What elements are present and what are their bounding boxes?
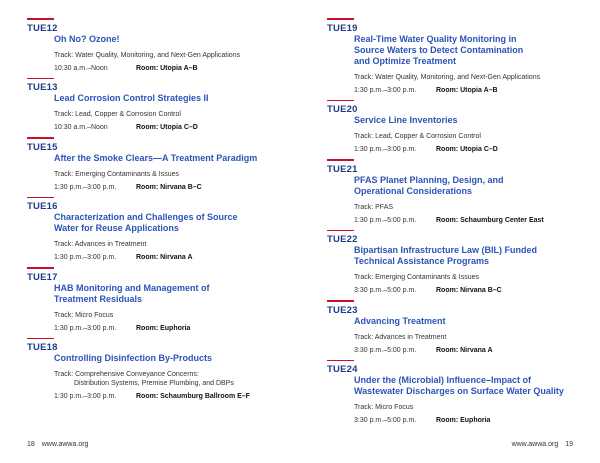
session-track — [354, 333, 589, 342]
session-track — [354, 73, 589, 82]
session-block — [27, 197, 297, 263]
session-track — [354, 203, 589, 212]
session-track — [54, 51, 297, 60]
accent-rule — [27, 18, 54, 20]
session-block — [327, 360, 589, 426]
session-time-room — [354, 286, 589, 295]
session-time-room — [354, 216, 589, 225]
session-title[interactable] — [54, 212, 297, 234]
session-track-line: Track: Lead, Copper & Corrosion Control — [354, 133, 481, 140]
session-code: TUE12 — [27, 22, 58, 34]
session-code: TUE23 — [327, 304, 358, 316]
session-code: TUE24 — [327, 364, 358, 375]
session-title[interactable] — [354, 175, 589, 197]
session-title-line: Service Line Inventories — [354, 115, 458, 125]
session-time-room — [354, 145, 589, 154]
session-track-line: Track: Lead, Copper & Corrosion Control — [54, 111, 181, 118]
session-code: TUE17 — [27, 271, 58, 283]
session-code: TUE18 — [27, 342, 58, 353]
session-title-line: Technical Assistance Programs — [354, 256, 490, 266]
session-body — [54, 283, 297, 333]
session-track-line: Track: Advances in Treatment — [54, 241, 147, 248]
session-track — [54, 170, 297, 179]
session-body — [354, 245, 589, 295]
session-body — [354, 34, 589, 95]
website-link[interactable]: www.awwa.org — [511, 441, 559, 448]
session-body — [54, 34, 297, 73]
session-track — [54, 240, 297, 249]
session-block — [27, 78, 297, 133]
accent-rule — [327, 159, 354, 161]
footer-right — [512, 441, 573, 448]
session-code: TUE19 — [327, 22, 358, 34]
left-column — [27, 18, 297, 406]
session-track-line: Track: Advances in Treatment — [354, 333, 447, 341]
session-room: Room: Nirvana A — [136, 254, 193, 261]
session-time-room — [54, 64, 297, 73]
session-title-line: Real-Time Water Quality Monitoring in — [354, 33, 517, 44]
session-title-line: Water for Reuse Applications — [54, 223, 179, 233]
session-track — [54, 311, 297, 320]
session-time: 1:30 p.m.–3:00 p.m. — [54, 324, 117, 332]
session-block — [27, 338, 297, 402]
session-room: Room: Euphoria — [436, 417, 491, 424]
accent-rule — [27, 197, 54, 199]
session-title[interactable] — [54, 34, 297, 45]
session-title[interactable] — [354, 34, 589, 67]
session-code: TUE15 — [27, 141, 58, 153]
session-title-line: Oh No? Ozone! — [54, 33, 120, 44]
session-body — [54, 153, 297, 192]
right-column — [327, 18, 589, 430]
session-code: TUE20 — [327, 104, 358, 115]
accent-rule — [27, 137, 54, 139]
session-room: Room: Utopia C–D — [136, 124, 198, 131]
session-title-line: PFAS Planet Planning, Design, and — [354, 174, 504, 185]
session-time: 1:30 p.m.–5:00 p.m. — [354, 216, 417, 224]
session-time: 3:30 p.m.–5:00 p.m. — [354, 417, 417, 424]
session-track-line: Track: Emerging Contaminants & Issues — [354, 274, 480, 281]
session-time-room — [54, 253, 297, 262]
session-title-line: and Optimize Treatment — [354, 55, 457, 66]
session-room: Room: Euphoria — [136, 324, 191, 332]
session-room: Room: Nirvana B–C — [136, 183, 202, 191]
session-block — [327, 100, 589, 155]
session-title[interactable] — [54, 153, 297, 164]
session-body — [354, 316, 589, 355]
session-room: Room: Utopia A–B — [436, 86, 498, 94]
session-time: 1:30 p.m.–3:00 p.m. — [354, 146, 417, 153]
session-title-line: Characterization and Challenges of Source — [54, 212, 238, 222]
session-time-room — [354, 86, 589, 95]
accent-rule — [27, 78, 54, 80]
session-room: Room: Schaumburg Ballroom E–F — [136, 393, 250, 400]
session-room: Room: Nirvana B–C — [436, 287, 502, 294]
session-code: TUE22 — [327, 234, 358, 245]
session-time: 3:30 p.m.–5:00 p.m. — [354, 287, 417, 294]
session-time: 1:30 p.m.–3:00 p.m. — [354, 86, 417, 94]
session-block — [327, 230, 589, 296]
session-time-room — [54, 324, 297, 333]
session-title[interactable] — [54, 353, 297, 364]
session-body — [354, 115, 589, 154]
session-block — [327, 159, 589, 225]
session-body — [354, 175, 589, 225]
session-time-room — [354, 416, 589, 425]
page-number: 19 — [565, 441, 573, 448]
session-body — [354, 375, 589, 425]
session-block — [327, 18, 589, 95]
session-title[interactable] — [354, 316, 589, 327]
session-track — [54, 110, 297, 119]
session-time-room — [54, 123, 297, 132]
session-time-room — [54, 392, 297, 401]
accent-rule — [327, 360, 354, 362]
session-title-line: Wastewater Discharges on Surface Water Quality — [354, 386, 564, 396]
accent-rule — [27, 338, 54, 340]
session-body — [54, 93, 297, 132]
session-track-line: Track: PFAS — [354, 203, 394, 211]
session-time: 3:30 p.m.–5:00 p.m. — [354, 346, 417, 354]
session-body — [54, 212, 297, 262]
session-code: TUE13 — [27, 82, 58, 93]
session-body — [54, 353, 297, 401]
session-title-line: Bipartisan Infrastructure Law (BIL) Funded — [354, 245, 538, 255]
accent-rule — [27, 267, 54, 269]
session-track — [354, 403, 589, 412]
session-time: 1:30 p.m.–3:00 p.m. — [54, 393, 117, 400]
session-track — [354, 273, 589, 282]
session-track-line: Track: Water Quality, Monitoring, and Next-Gen Applications — [54, 51, 241, 59]
session-track-line: Track: Emerging Contaminants & Issues — [54, 170, 180, 178]
session-time: 10:30 a.m.–Noon — [54, 64, 108, 72]
session-room: Room: Nirvana A — [436, 346, 493, 354]
session-title[interactable] — [354, 245, 589, 267]
session-track — [54, 370, 297, 388]
session-time: 10:30 a.m.–Noon — [54, 124, 108, 131]
session-time-room — [54, 183, 297, 192]
session-title-line: Operational Considerations — [354, 185, 473, 196]
session-title-line: Controlling Disinfection By-Products — [54, 353, 213, 363]
session-title-line: Advancing Treatment — [354, 315, 446, 326]
accent-rule — [327, 230, 354, 232]
footer-left — [27, 441, 88, 448]
session-track-line: Track: Water Quality, Monitoring, and Next-Gen Applications — [354, 73, 541, 81]
session-time: 1:30 p.m.–3:00 p.m. — [54, 183, 117, 191]
session-track-line: Track: Micro Focus — [354, 404, 414, 411]
session-code: TUE21 — [327, 163, 358, 175]
session-room: Room: Schaumburg Center East — [436, 216, 544, 224]
session-time-room — [354, 346, 589, 355]
session-time: 1:30 p.m.–3:00 p.m. — [54, 254, 117, 261]
page-number: 18 — [27, 441, 35, 448]
session-title[interactable] — [354, 115, 589, 126]
session-title-line: Treatment Residuals — [54, 293, 143, 304]
session-room: Room: Utopia A–B — [136, 64, 198, 72]
session-title-line: After the Smoke Clears—A Treatment Paradigm — [54, 152, 258, 163]
session-title[interactable] — [54, 93, 297, 104]
session-track-line: Track: Micro Focus — [54, 311, 114, 319]
session-title[interactable] — [354, 375, 589, 397]
accent-rule — [327, 18, 354, 20]
session-track-line: Track: Comprehensive Conveyance Concerns: — [54, 371, 199, 378]
accent-rule — [327, 300, 354, 302]
session-title-line: Source Waters to Detect Contamination — [354, 44, 524, 55]
session-title[interactable] — [54, 283, 297, 305]
session-code: TUE16 — [27, 201, 58, 212]
session-block — [27, 137, 297, 192]
session-track — [354, 132, 589, 141]
session-room: Room: Utopia C–D — [436, 146, 498, 153]
session-title-line: Under the (Microbial) Influence–Impact of — [354, 375, 532, 385]
website-link[interactable]: www.awwa.org — [41, 441, 89, 448]
session-track-line: Distribution Systems, Premise Plumbing, and DBPs — [74, 380, 234, 387]
session-title-line: Lead Corrosion Control Strategies II — [54, 93, 209, 103]
session-block — [27, 18, 297, 73]
accent-rule — [327, 100, 354, 102]
session-title-line: HAB Monitoring and Management of — [54, 282, 210, 293]
session-block — [327, 300, 589, 355]
session-block — [27, 267, 297, 333]
